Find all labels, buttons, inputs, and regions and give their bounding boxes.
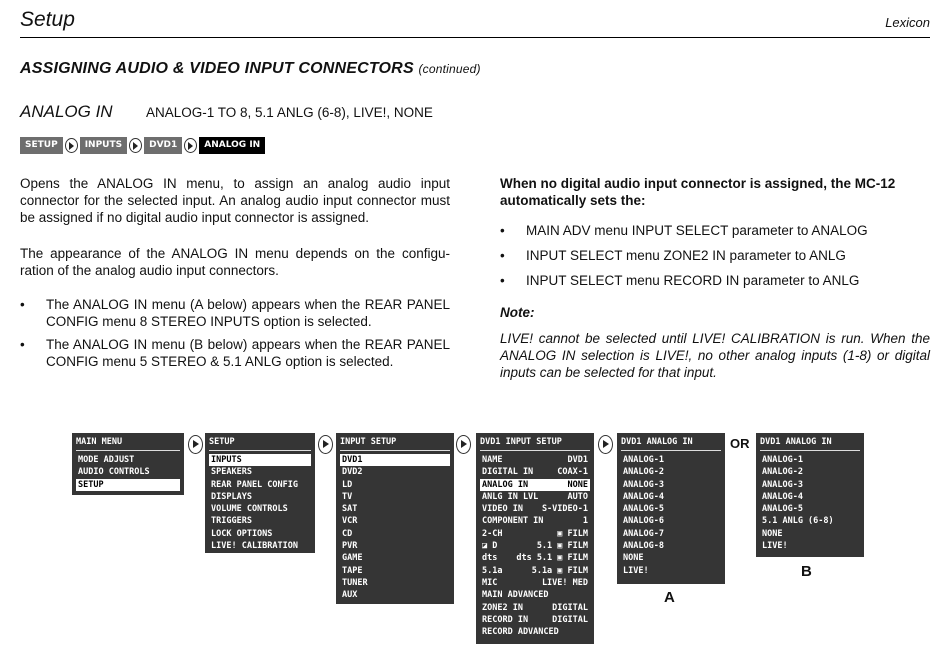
menu-item: VCR [342, 516, 358, 527]
menu-row-selected [480, 479, 590, 491]
menu-item: LD [342, 479, 353, 490]
menu-row [480, 454, 590, 466]
section-title-text: ASSIGNING AUDIO & VIDEO INPUT CONNECTORS [20, 60, 414, 77]
bullet-menu-a [20, 296, 450, 330]
row-label: ANLG IN LVL [482, 491, 539, 502]
bullet-icon: • [20, 297, 25, 312]
setup-menu-osd [205, 433, 315, 553]
menu-arrow-icon [188, 435, 203, 454]
menu-row [480, 540, 590, 552]
menu-row [480, 466, 590, 478]
bullet-text: The ANALOG IN menu (B below) appears when the REAR PANEL CONFIG menu 5 STEREO & 5.1 ANLG option is selected. [46, 337, 450, 369]
menu-item: TV [342, 491, 353, 502]
row-value: S-VIDEO-1 [541, 504, 588, 515]
breadcrumb-arrow-icon [184, 138, 197, 153]
bullet-icon: • [20, 337, 25, 352]
menu-row [480, 626, 590, 638]
menu-title: DVD1 ANALOG IN [760, 436, 860, 451]
menu-item: NONE [762, 528, 783, 539]
row-label: MAIN ADVANCED [482, 590, 549, 601]
menu-item: ANALOG-4 [762, 491, 803, 502]
dvd1-input-setup-menu-osd [476, 433, 594, 644]
main-menu-osd [72, 433, 184, 495]
row-label: 5.1a [482, 565, 503, 576]
menu-item: CD [342, 528, 353, 539]
menu-item: ANALOG-8 [623, 541, 664, 552]
menu-item: TRIGGERS [211, 516, 252, 527]
row-label: COMPONENT IN [482, 516, 544, 527]
menu-item: SAT [342, 504, 358, 515]
menu-item: LIVE! [623, 565, 649, 576]
auto-setting-item [500, 247, 930, 264]
row-value: COAX-1 [557, 467, 588, 478]
menu-arrow-icon [598, 435, 613, 454]
menu-item: MODE ADJUST [78, 455, 135, 465]
breadcrumb-setup: SETUP [20, 137, 63, 154]
caption-a: A [664, 589, 675, 606]
menu-item: GAME [342, 553, 363, 564]
row-label: NAME [482, 455, 503, 465]
menu-item: ANALOG-1 [762, 455, 803, 465]
menu-row [480, 602, 590, 614]
menu-item: REAR PANEL CONFIG [211, 479, 298, 490]
row-value: AUTO [567, 491, 588, 502]
header-divider [20, 37, 930, 38]
parameter-name: ANALOG IN [20, 102, 113, 121]
menu-item: AUX [342, 590, 358, 601]
menu-item: PVR [342, 541, 358, 552]
header-brand: Lexicon [885, 15, 930, 30]
row-label: dts [482, 553, 498, 564]
row-value: LIVE! MED [541, 577, 588, 588]
note-heading: Note: [500, 305, 535, 320]
menu-item: LOCK OPTIONS [211, 528, 273, 539]
breadcrumb-analog-in: ANALOG IN [199, 137, 265, 154]
menu-item-selected: DVD1 [340, 454, 450, 466]
row-label: RECORD ADVANCED [482, 627, 559, 638]
menu-title: INPUT SETUP [340, 436, 450, 451]
analog-in-menu-a-osd [617, 433, 725, 584]
row-label: ZONE2 IN [482, 602, 523, 613]
header-section-title: Setup [20, 8, 75, 31]
breadcrumb-inputs: INPUTS [80, 137, 127, 154]
auto-setting-item [500, 272, 930, 289]
menu-item: ANALOG-7 [623, 528, 664, 539]
parameter-values: ANALOG-1 TO 8, 5.1 ANLG (6-8), LIVE!, NONE [146, 105, 433, 120]
row-value: DIGITAL [552, 602, 588, 613]
menu-item: ANALOG-3 [762, 479, 803, 490]
menu-item: AUDIO CONTROLS [78, 467, 150, 478]
row-label: 2-CH [482, 528, 503, 539]
menu-item: DISPLAYS [211, 491, 252, 502]
menu-item: ANALOG-1 [623, 455, 664, 465]
menu-item: 5.1 ANLG (6-8) [762, 516, 834, 527]
row-value: 5.1a ▣ FILM [531, 565, 588, 576]
row-label: ANALOG IN [482, 479, 529, 490]
appearance-paragraph: The appearance of the ANALOG IN menu depends on the configu-ration of the analog audio input connectors. [20, 246, 450, 278]
auto-setting-item [500, 222, 930, 239]
row-value: DVD1 [567, 455, 588, 465]
menu-item: ANALOG-5 [623, 504, 664, 515]
menu-title: DVD1 ANALOG IN [621, 436, 721, 451]
row-label: RECORD IN [482, 614, 529, 625]
menu-title: SETUP [209, 436, 311, 451]
breadcrumb-arrow-icon [65, 138, 78, 153]
menu-row [480, 491, 590, 503]
breadcrumb-arrow-icon [129, 138, 142, 153]
analog-in-menu-b-osd [756, 433, 864, 557]
caption-b: B [801, 563, 812, 580]
row-label: MIC [482, 577, 498, 588]
menu-item: ANALOG-2 [623, 467, 664, 478]
bullet-icon: • [500, 248, 505, 263]
or-label: OR [730, 436, 750, 451]
row-label: ◪ D [482, 541, 498, 552]
auto-settings-heading: When no digital audio input connector is assigned, the MC-12 automatically sets the: [500, 176, 896, 208]
menu-item: LIVE! [762, 541, 788, 552]
menu-item: DVD2 [342, 467, 363, 478]
bullet-icon: • [500, 223, 505, 238]
menu-row [480, 577, 590, 589]
menu-title: MAIN MENU [76, 436, 180, 451]
intro-paragraph: Opens the ANALOG IN menu, to assign an analog audio input connector for the selected input. An analog audio input connector must be assigned if no digital audio input connector is assigned. [20, 176, 450, 225]
section-continued: (continued) [418, 62, 481, 76]
menu-item: LIVE! CALIBRATION [211, 541, 298, 552]
menu-item-selected: SETUP [76, 479, 180, 491]
auto-setting-text: INPUT SELECT menu RECORD IN parameter to ANLG [526, 273, 860, 288]
note-text: LIVE! cannot be selected until LIVE! CALIBRATION is run. When the ANALOG IN selection is LIVE!, no other analog inputs (1-8) or digital inputs can be selected for that input. [500, 331, 930, 380]
menu-row [480, 515, 590, 527]
menu-item: ANALOG-3 [623, 479, 664, 490]
auto-setting-text: INPUT SELECT menu ZONE2 IN parameter to ANLG [526, 248, 846, 263]
breadcrumb [20, 137, 265, 154]
menu-row [480, 589, 590, 601]
menu-item-selected: INPUTS [209, 454, 311, 466]
menu-item: TUNER [342, 577, 368, 588]
menu-row [480, 614, 590, 626]
auto-setting-text: MAIN ADV menu INPUT SELECT parameter to ANALOG [526, 223, 868, 238]
menu-item: VOLUME CONTROLS [211, 504, 288, 515]
row-value: 1 [582, 516, 588, 527]
menu-item: NONE [623, 553, 644, 564]
menu-item: ANALOG-6 [623, 516, 664, 527]
breadcrumb-dvd1: DVD1 [144, 137, 182, 154]
bullet-icon: • [500, 273, 505, 288]
menu-row [480, 552, 590, 564]
menu-row [480, 503, 590, 515]
menu-row [480, 565, 590, 577]
menu-row [480, 528, 590, 540]
menu-item: ANALOG-5 [762, 504, 803, 515]
section-title [20, 60, 481, 78]
menu-arrow-icon [456, 435, 471, 454]
row-label: DIGITAL IN [482, 467, 534, 478]
menu-item: TAPE [342, 565, 363, 576]
row-value: ▣ FILM [557, 528, 588, 539]
menu-title: DVD1 INPUT SETUP [480, 436, 590, 451]
row-label: VIDEO IN [482, 504, 523, 515]
row-value: dts 5.1 ▣ FILM [516, 553, 588, 564]
menu-item: SPEAKERS [211, 467, 252, 478]
row-value: 5.1 ▣ FILM [536, 541, 588, 552]
bullet-menu-b [20, 336, 450, 370]
menu-item: ANALOG-4 [623, 491, 664, 502]
input-setup-menu-osd [336, 433, 454, 604]
bullet-text: The ANALOG IN menu (A below) appears when the REAR PANEL CONFIG menu 8 STEREO INPUTS option is selected. [46, 297, 450, 329]
row-value: NONE [567, 479, 588, 490]
menu-arrow-icon [318, 435, 333, 454]
row-value: DIGITAL [552, 614, 588, 625]
menu-item: ANALOG-2 [762, 467, 803, 478]
